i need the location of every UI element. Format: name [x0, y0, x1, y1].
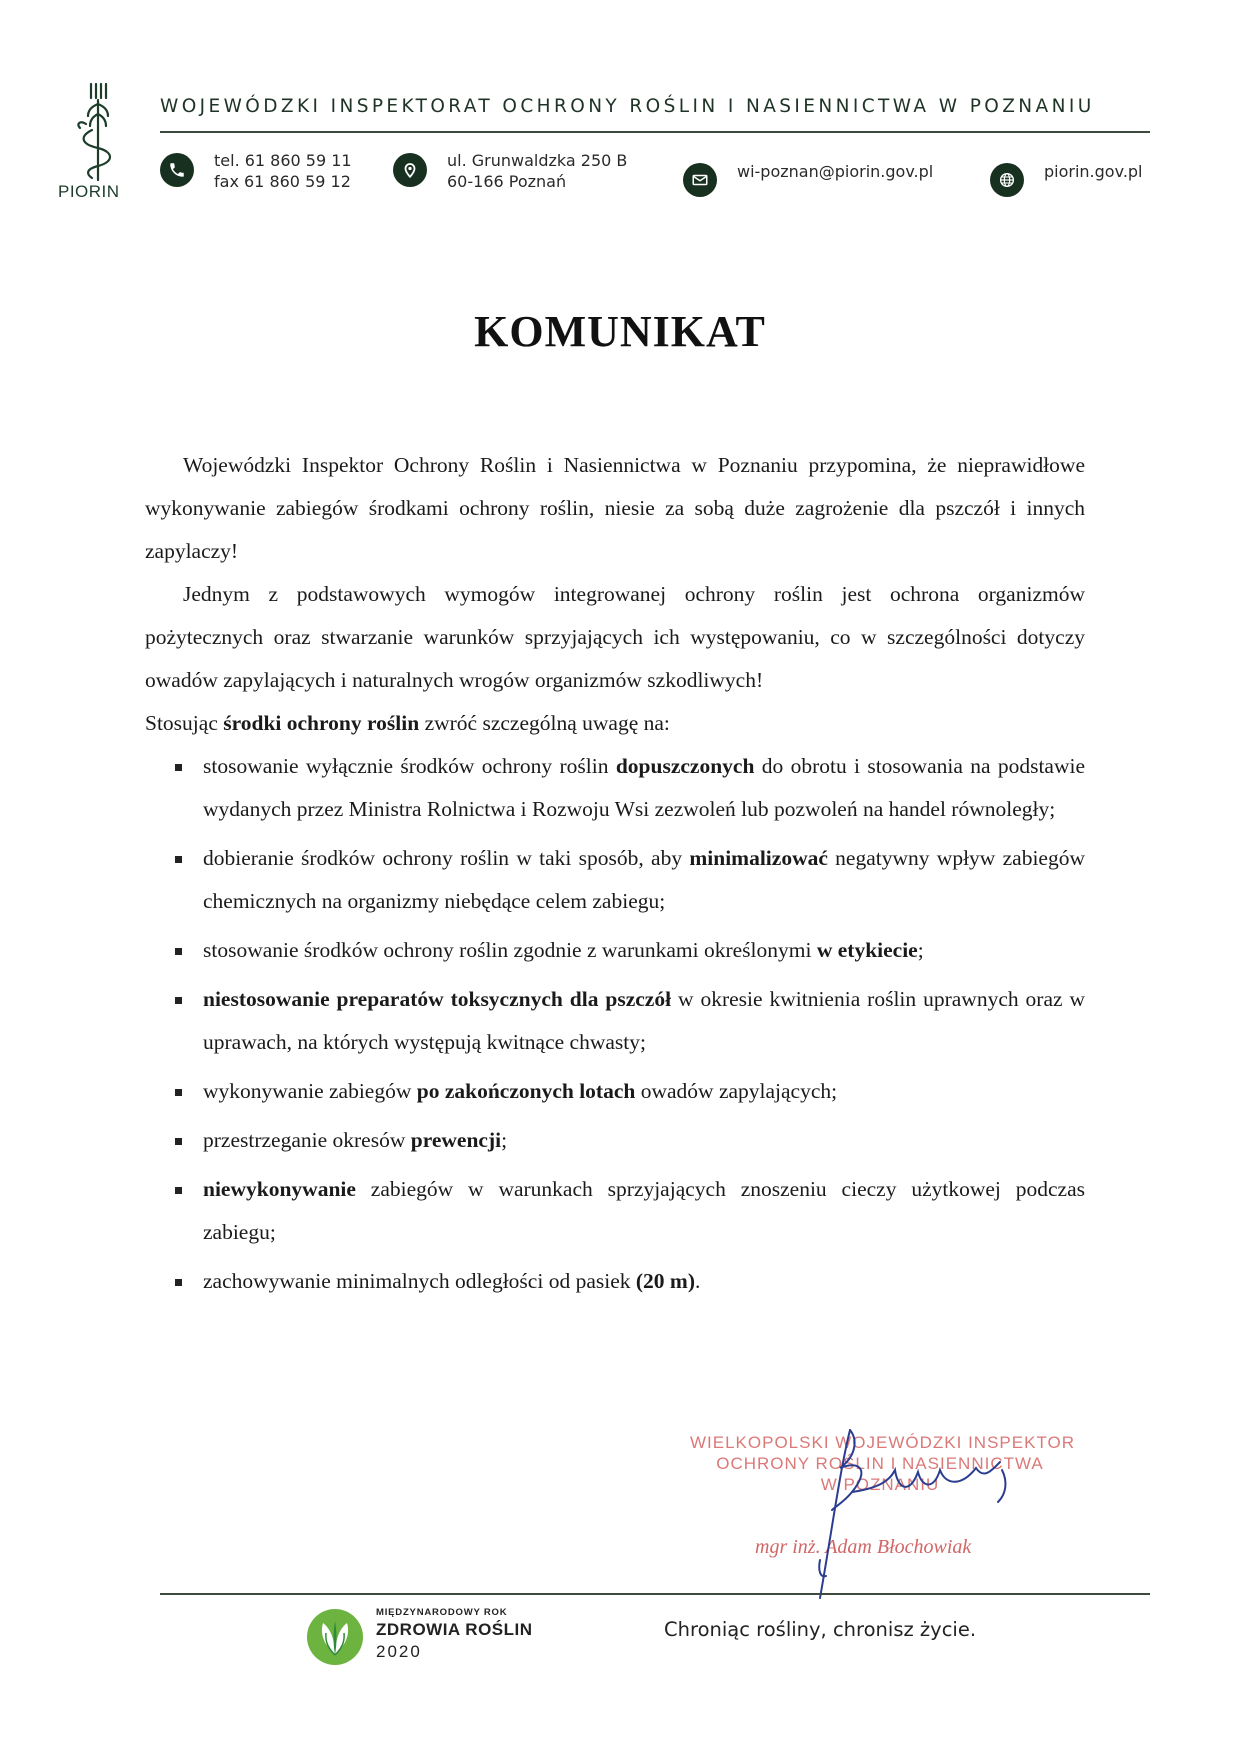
- plant-health-year-logo-icon: [305, 1607, 365, 1667]
- stamp-line-1: WIELKOPOLSKI WOJEWÓDZKI INSPEKTOR: [690, 1433, 1076, 1452]
- item-text: stosowanie środków ochrony roślin zgodnie z warunkami określonymi: [203, 938, 817, 962]
- piorin-logo: [58, 82, 118, 212]
- footer-divider: [160, 1593, 1150, 1595]
- item-text: .: [694, 1269, 701, 1293]
- item-bold-text: prewencji: [410, 1128, 502, 1152]
- item-bold-text: dopuszczonych: [615, 754, 755, 778]
- item-text: przestrzeganie okresów: [203, 1128, 411, 1152]
- address-city: 60-166 Poznań: [447, 172, 567, 191]
- item-text: owadów zapylających;: [635, 1079, 838, 1103]
- header-divider: [160, 131, 1150, 133]
- handwritten-signature: [740, 1410, 1040, 1610]
- footer-line-1: MIĘDZYNARODOWY ROK: [376, 1607, 508, 1618]
- list-item: [145, 929, 1085, 972]
- document-title: KOMUNIKAT: [474, 307, 766, 356]
- email-address: wi-poznan@piorin.gov.pl: [737, 162, 934, 181]
- item-bold-text: niewykonywanie: [203, 1177, 356, 1201]
- item-text: negatywny wpływ zabiegów chemicznych na organizmy niebędące celem zabiegu;: [203, 846, 1085, 913]
- paragraph-1: Wojewódzki Inspektor Ochrony Roślin i Nasiennictwa w Poznaniu przypomina, że nieprawidłowe wykonywanie zabiegów środkami ochrony roślin, niesie za sobą duże zagrożenie dla pszczół i innych zapylaczy!: [145, 453, 1085, 563]
- list-item: [145, 1260, 1085, 1303]
- wheat-caduceus-icon: [58, 82, 118, 182]
- phone-icon: [160, 153, 194, 187]
- globe-icon: [990, 163, 1024, 197]
- intro-text-bold: środki ochrony roślin: [223, 711, 420, 735]
- item-text: do obrotu i stosowania na podstawie wydanych przez Ministra Rolnictwa i Rozwoju Wsi zezwoleń lub pozwoleń na handel równoległy;: [203, 754, 1086, 821]
- address-street: ul. Grunwaldzka 250 B: [447, 151, 628, 170]
- list-intro: [145, 702, 1085, 745]
- intro-text-before: Stosując: [145, 711, 224, 735]
- item-bold-text: w etykiecie: [816, 938, 918, 962]
- location-pin-icon: [393, 153, 427, 187]
- logo-text: PIORIN: [58, 182, 120, 201]
- list-item: [145, 745, 1085, 831]
- plant-health-year-label: [376, 1607, 533, 1662]
- list-item: [145, 978, 1085, 1064]
- contact-address: [393, 150, 627, 192]
- contact-phone: [160, 150, 352, 192]
- fax-number: fax 61 860 59 12: [214, 172, 351, 191]
- footer-line-2: ZDROWIA ROŚLIN: [376, 1620, 533, 1639]
- item-bold-text: minimalizować: [689, 846, 828, 870]
- list-item: [145, 1168, 1085, 1254]
- item-bold-text: niestosowanie preparatów toksycznych dla pszczół: [203, 987, 672, 1011]
- item-text: zachowywanie minimalnych odległości od pasiek: [203, 1269, 636, 1293]
- contact-website: [990, 160, 1143, 197]
- item-text: stosowanie wyłącznie środków ochrony roślin: [203, 754, 616, 778]
- recommendation-list: [145, 745, 1085, 1303]
- list-item: [145, 1119, 1085, 1162]
- item-bold-text: po zakończonych lotach: [416, 1079, 636, 1103]
- item-text: ;: [917, 938, 924, 962]
- signatory-name: mgr inż. Adam Błochowiak: [755, 1536, 972, 1558]
- list-item: [145, 837, 1085, 923]
- intro-text-after: zwróć szczególną uwagę na:: [419, 711, 670, 735]
- item-text: ;: [501, 1128, 508, 1152]
- envelope-icon: [683, 163, 717, 197]
- list-item: [145, 1070, 1085, 1113]
- item-text: wykonywanie zabiegów: [203, 1079, 417, 1103]
- website-url: piorin.gov.pl: [1044, 162, 1143, 181]
- stamp-line-3: W POZNANIU: [820, 1475, 940, 1494]
- contact-email: [683, 160, 933, 197]
- document-body: [145, 444, 1085, 1303]
- paragraph-2: Jednym z podstawowych wymogów integrowanej ochrony roślin jest ochrona organizmów pożytecznych oraz stwarzanie warunków sprzyjających ich występowaniu, co w szczególności dotyczy owadów zapylających i naturalnych wrogów organizmów szkodliwych!: [145, 582, 1085, 692]
- item-bold-text: (20 m): [635, 1269, 695, 1293]
- phone-number: tel. 61 860 59 11: [214, 151, 352, 170]
- item-text: dobieranie środków ochrony roślin w taki sposób, aby: [203, 846, 690, 870]
- footer-year: 2020: [376, 1642, 422, 1661]
- footer-slogan: Chroniąc rośliny, chronisz życie.: [664, 1618, 977, 1641]
- item-text: zabiegów w warunkach sprzyjających znoszeniu cieczy użytkowej podczas zabiegu;: [203, 1177, 1085, 1244]
- item-text: w okresie kwitnienia roślin uprawnych oraz w uprawach, na których występują kwitnące chwasty;: [203, 987, 1085, 1054]
- organization-name: WOJEWÓDZKI INSPEKTORAT OCHRONY ROŚLIN I NASIENNICTWA W POZNANIU: [160, 96, 1095, 117]
- stamp-line-2: OCHRONY ROŚLIN I NASIENNICTWA: [716, 1454, 1044, 1473]
